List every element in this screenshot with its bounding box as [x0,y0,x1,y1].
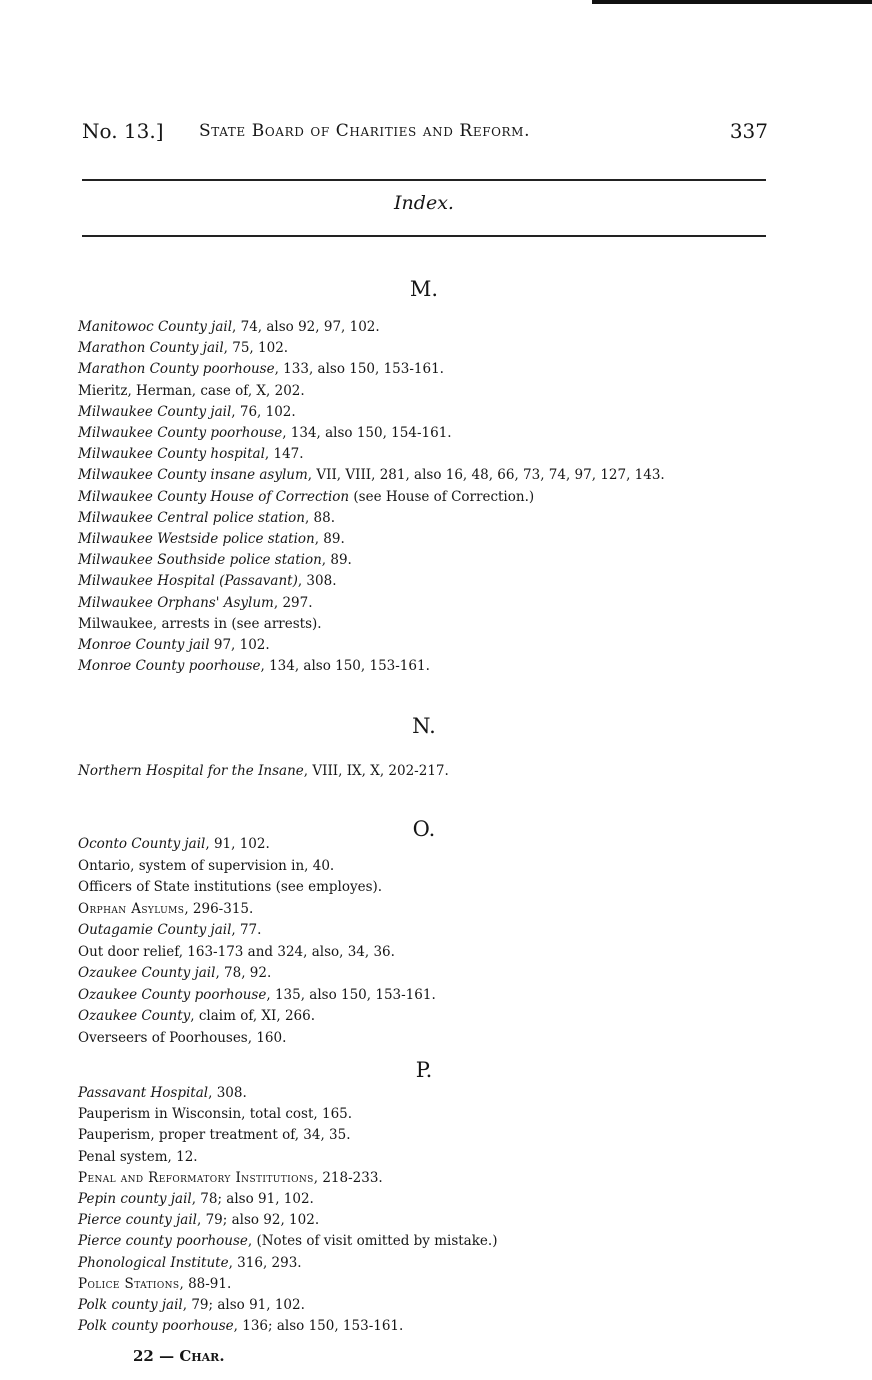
entry-references: , 78; also 91, 102. [191,1191,314,1207]
index-entry [78,1233,497,1249]
entry-name: Milwaukee County jail [78,403,232,420]
index-entry [78,965,271,981]
entry-references: Pauperism, proper treatment of, 34, 35. [78,1127,351,1144]
section-letter-p: P. [415,1058,433,1082]
entry-name: Northern Hospital for the Insane [78,763,304,779]
index-entry [78,1170,383,1186]
entry-name: Ozaukee County [78,1008,191,1024]
entry-references: , claim of, XI, 266. [190,1008,316,1024]
index-entry [78,1255,302,1271]
entry-name: Polk county jail [78,1297,183,1313]
entry-references: (see House of Correction.) [349,488,535,505]
entry-name: Milwaukee Orphans' Asylum [78,594,274,611]
entry-name: Milwaukee Hospital (Passavant) [78,573,298,590]
index-entry [78,319,380,335]
index-entry [78,467,665,483]
entry-name: Ozaukee County poorhouse [78,986,267,1003]
entry-references: , VIII, IX, X, 202-217. [303,763,449,779]
entry-references: , 79; also 91, 102. [182,1297,305,1313]
index-entry [78,987,436,1003]
entry-name: Pierce county jail [78,1212,197,1229]
entry-name: Monroe County poorhouse [78,658,261,675]
section-letter-n: N. [412,714,436,738]
entry-references: , VII, VIII, 281, also 16, 48, 66, 73, 74, 97, 127, 143. [307,467,665,484]
index-entry [78,637,270,653]
index-entry [78,763,449,779]
entry-references: , 89. [321,552,352,569]
entry-references: , 75, 102. [223,340,289,357]
header-rule [82,179,766,181]
index-entry [78,1149,198,1165]
index-entry [78,944,395,960]
entry-references: 97, 102. [209,637,270,653]
index-entry [78,361,444,377]
entry-references: , 79; also 92, 102. [196,1212,320,1229]
entry-references: , 218-233. [313,1169,383,1186]
entry-references: Pauperism in Wisconsin, total cost, 165. [78,1106,353,1123]
entry-name: Polk county poorhouse [78,1318,234,1335]
index-entry [78,1297,305,1313]
index-title-rule [82,235,766,237]
entry-references: Overseers of Poorhouses, 160. [78,1029,287,1046]
entry-references: , 308. [208,1085,247,1101]
index-entry [78,573,337,589]
entry-heading: Penal and Reformatory Institutions [78,1169,314,1186]
running-title: State Board of Charities and Reform. [199,121,531,141]
entry-references: , 308. [297,573,337,590]
index-entry [78,595,313,611]
entry-name: Pepin county jail [78,1191,192,1207]
entry-references: , 296-315. [184,900,254,917]
entry-name: Milwaukee Westside police station [78,531,315,547]
entry-heading: Orphan Asylums [78,900,185,917]
entry-heading: Police Stations [78,1275,180,1292]
entry-name: Oconto County jail [78,836,206,852]
page-number: 337 [729,119,768,143]
entry-references: , 78, 92. [215,965,272,981]
entry-references: Ontario, system of supervision in, 40. [78,857,335,874]
index-entry [78,383,305,399]
entry-name: Marathon County poorhouse [78,361,275,378]
entry-name: Manitowoc County jail [78,319,233,335]
index-entry [78,1008,315,1024]
entry-name: Milwaukee County hospital [78,446,265,463]
entry-references: , 89. [314,531,345,547]
entry-references: , 134, also 150, 153-161. [260,658,430,675]
index-entry [78,404,296,420]
index-entry [78,510,335,526]
index-entry [78,1085,247,1101]
index-entry [78,1276,231,1292]
index-entry [78,1106,352,1122]
entry-references: , 91, 102. [205,836,270,852]
entry-references: , 135, also 150, 153-161. [266,986,436,1003]
scan-edge-bar [592,0,872,4]
index-entry [78,658,430,674]
index-entry [78,901,253,917]
index-entry [78,1212,319,1228]
entry-name: Phonological Institute [78,1254,229,1271]
index-entry [78,340,288,356]
entry-references: , 88-91. [179,1275,232,1292]
entry-references: Milwaukee, arrests in (see arrests). [78,615,322,632]
entry-references: , 297. [273,594,313,611]
entry-references: Out door relief, 163-173 and 324, also, 34, 36. [78,943,395,960]
entry-name: Milwaukee County House of Correction [78,488,350,505]
page-header [82,119,768,151]
document-number: No. 13.] [82,119,164,143]
entry-name: Pierce county poorhouse [78,1233,248,1250]
index-entry [78,552,352,568]
entry-name: Milwaukee Southside police station [78,552,322,569]
entry-name: Milwaukee Central police station [78,509,305,526]
index-entry [78,616,322,632]
index-entry [78,922,261,938]
index-entry [78,879,382,895]
index-entry [78,531,345,547]
index-entry [78,836,270,852]
entry-references: , 76, 102. [231,403,296,420]
entry-name: Milwaukee County poorhouse [78,425,283,441]
entry-references: , 88. [304,509,336,526]
index-entry [78,1191,314,1207]
index-entry [78,1127,351,1143]
entry-references: , 77. [231,922,262,938]
signature-mark: 22 — Char. [133,1347,225,1365]
index-title: Index. [394,192,454,214]
entry-references: , 74, also 92, 97, 102. [232,319,380,335]
index-entry [78,489,534,505]
entry-references: , 133, also 150, 153-161. [274,361,444,378]
index-entry [78,858,334,874]
entry-references: , 147. [264,446,304,463]
entry-references: , (Notes of visit omitted by mistake.) [247,1233,498,1250]
index-entry [78,446,304,462]
index-entry [78,1318,403,1334]
entry-references: , 316, 293. [228,1254,302,1271]
index-entry [78,425,452,441]
entry-references: , 136; also 150, 153-161. [233,1318,404,1335]
entry-references: Officers of State institutions (see employes). [78,879,383,895]
entry-name: Passavant Hospital [78,1085,209,1101]
entry-references: , 134, also 150, 154-161. [282,425,452,441]
entry-references: Mieritz, Herman, case of, X, 202. [78,382,305,399]
entry-name: Monroe County jail [78,637,210,653]
index-entry [78,1030,286,1046]
entry-name: Marathon County jail [78,340,224,357]
entry-name: Outagamie County jail [78,922,232,938]
entry-references: Penal system, 12. [78,1148,198,1165]
entry-name: Ozaukee County jail [78,965,216,981]
section-letter-o: O. [412,817,436,841]
entry-name: Milwaukee County insane asylum [78,467,308,484]
section-letter-m: M. [409,277,439,301]
